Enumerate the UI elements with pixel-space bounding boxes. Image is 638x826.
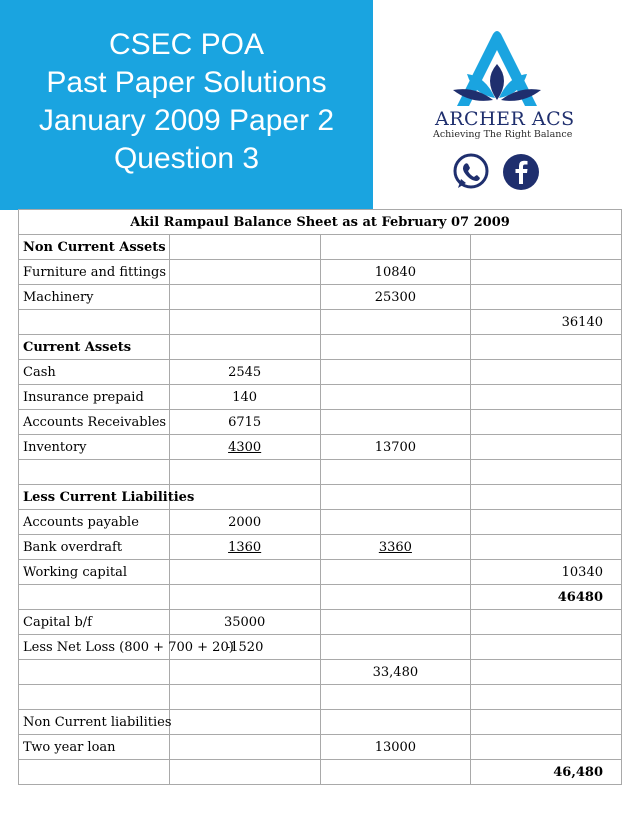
table-row: [19, 260, 622, 285]
row-col2: 6715: [169, 410, 320, 435]
row-col4: [471, 635, 622, 660]
row-label: Accounts Receivables: [19, 410, 170, 435]
banner-line-3: January 2009 Paper 2: [38, 104, 335, 137]
row-col4: [471, 660, 622, 685]
row-col4: 36140: [471, 310, 622, 335]
row-col4: 46480: [471, 585, 622, 610]
row-label: Non Current Assets: [19, 235, 170, 260]
table-row: [19, 485, 622, 510]
table-row: [19, 710, 622, 735]
row-col4: [471, 385, 622, 410]
row-col3: [320, 585, 471, 610]
whatsapp-icon[interactable]: [451, 152, 491, 192]
row-label: [19, 685, 170, 710]
row-col3: [320, 485, 471, 510]
row-col4: [471, 510, 622, 535]
row-col4: [471, 485, 622, 510]
row-col4: [471, 610, 622, 635]
row-col3: [320, 685, 471, 710]
row-col4: [471, 235, 622, 260]
row-col2: [169, 310, 320, 335]
row-label: Non Current liabilities: [19, 710, 170, 735]
row-label: Machinery: [19, 285, 170, 310]
row-col2: [169, 710, 320, 735]
row-col2: 2545: [169, 360, 320, 385]
table-row: [19, 735, 622, 760]
row-col2: 2000: [169, 510, 320, 535]
row-col2: 140: [169, 385, 320, 410]
row-col4: [471, 710, 622, 735]
table-title-row: [19, 210, 622, 235]
table-row: [19, 585, 622, 610]
row-col4: [471, 260, 622, 285]
row-col2: [169, 285, 320, 310]
row-col4: [471, 410, 622, 435]
brand-tagline: Achieving The Right Balance: [433, 129, 573, 140]
row-label: Working capital: [19, 560, 170, 585]
row-col2: -1520: [169, 635, 320, 660]
row-col3: [320, 335, 471, 360]
table-row: [19, 435, 622, 460]
table-row: [19, 385, 622, 410]
row-col3: 25300: [320, 285, 471, 310]
row-label: Two year loan: [19, 735, 170, 760]
table-row: [19, 335, 622, 360]
row-col4: [471, 285, 622, 310]
row-col2: 4300: [169, 435, 320, 460]
row-col4: [471, 685, 622, 710]
row-col3: 3360: [320, 535, 471, 560]
row-col3: [320, 560, 471, 585]
balance-sheet-table: [18, 209, 622, 785]
row-col2: 1360: [169, 535, 320, 560]
row-label: Less Net Loss (800 + 700 + 20): [19, 635, 170, 660]
table-row: [19, 310, 622, 335]
row-col2: 35000: [169, 610, 320, 635]
row-col4: [471, 735, 622, 760]
row-col4: [471, 360, 622, 385]
row-col2: [169, 460, 320, 485]
table-row: [19, 660, 622, 685]
row-col3: [320, 510, 471, 535]
row-col3: [320, 410, 471, 435]
row-col2: [169, 235, 320, 260]
row-label: Insurance prepaid: [19, 385, 170, 410]
row-label: Less Current Liabilities: [19, 485, 170, 510]
row-label: Capital b/f: [19, 610, 170, 635]
row-col3: 13700: [320, 435, 471, 460]
table-row: [19, 510, 622, 535]
row-col3: [320, 385, 471, 410]
row-label: [19, 585, 170, 610]
table-row: [19, 285, 622, 310]
row-label: Accounts payable: [19, 510, 170, 535]
row-col3: 33,480: [320, 660, 471, 685]
row-col3: [320, 710, 471, 735]
row-col2: [169, 260, 320, 285]
row-label: [19, 660, 170, 685]
row-label: Cash: [19, 360, 170, 385]
row-col3: [320, 635, 471, 660]
row-label: Bank overdraft: [19, 535, 170, 560]
brand-area: [373, 0, 638, 210]
table-row: [19, 460, 622, 485]
row-col2: [169, 685, 320, 710]
table-row: [19, 560, 622, 585]
row-col3: [320, 460, 471, 485]
row-label: Inventory: [19, 435, 170, 460]
table-row: [19, 635, 622, 660]
banner-line-2: Past Paper Solutions: [46, 66, 327, 99]
table-row: [19, 685, 622, 710]
row-col3: [320, 610, 471, 635]
row-col2: [169, 735, 320, 760]
banner-line-1: CSEC POA: [108, 28, 265, 61]
table-row: [19, 760, 622, 785]
table-row: [19, 610, 622, 635]
row-col2: [169, 335, 320, 360]
banner-line-4: Question 3: [113, 142, 260, 175]
row-col4: [471, 535, 622, 560]
table-row: [19, 410, 622, 435]
title-banner: [0, 0, 373, 210]
row-col4: [471, 335, 622, 360]
row-col3: [320, 360, 471, 385]
table-row: [19, 235, 622, 260]
row-col3: 10840: [320, 260, 471, 285]
row-label: Current Assets: [19, 335, 170, 360]
row-label: [19, 310, 170, 335]
row-label: Furniture and fittings: [19, 260, 170, 285]
row-col2: [169, 760, 320, 785]
row-col4: [471, 460, 622, 485]
row-col4: 10340: [471, 560, 622, 585]
row-col2: [169, 660, 320, 685]
row-col3: [320, 235, 471, 260]
brand-name: ARCHER ACS: [435, 108, 575, 130]
row-label: [19, 760, 170, 785]
table-row: [19, 360, 622, 385]
row-col2: [169, 585, 320, 610]
row-col4: [471, 435, 622, 460]
row-label: [19, 460, 170, 485]
row-col3: [320, 760, 471, 785]
table-row: [19, 535, 622, 560]
row-col4: 46,480: [471, 760, 622, 785]
sheet-title: Akil Rampaul Balance Sheet as at February 07 2009: [19, 210, 622, 235]
facebook-icon[interactable]: [501, 152, 541, 192]
row-col3: [320, 310, 471, 335]
row-col2: [169, 560, 320, 585]
row-col3: 13000: [320, 735, 471, 760]
archer-logo-icon: [437, 28, 557, 108]
